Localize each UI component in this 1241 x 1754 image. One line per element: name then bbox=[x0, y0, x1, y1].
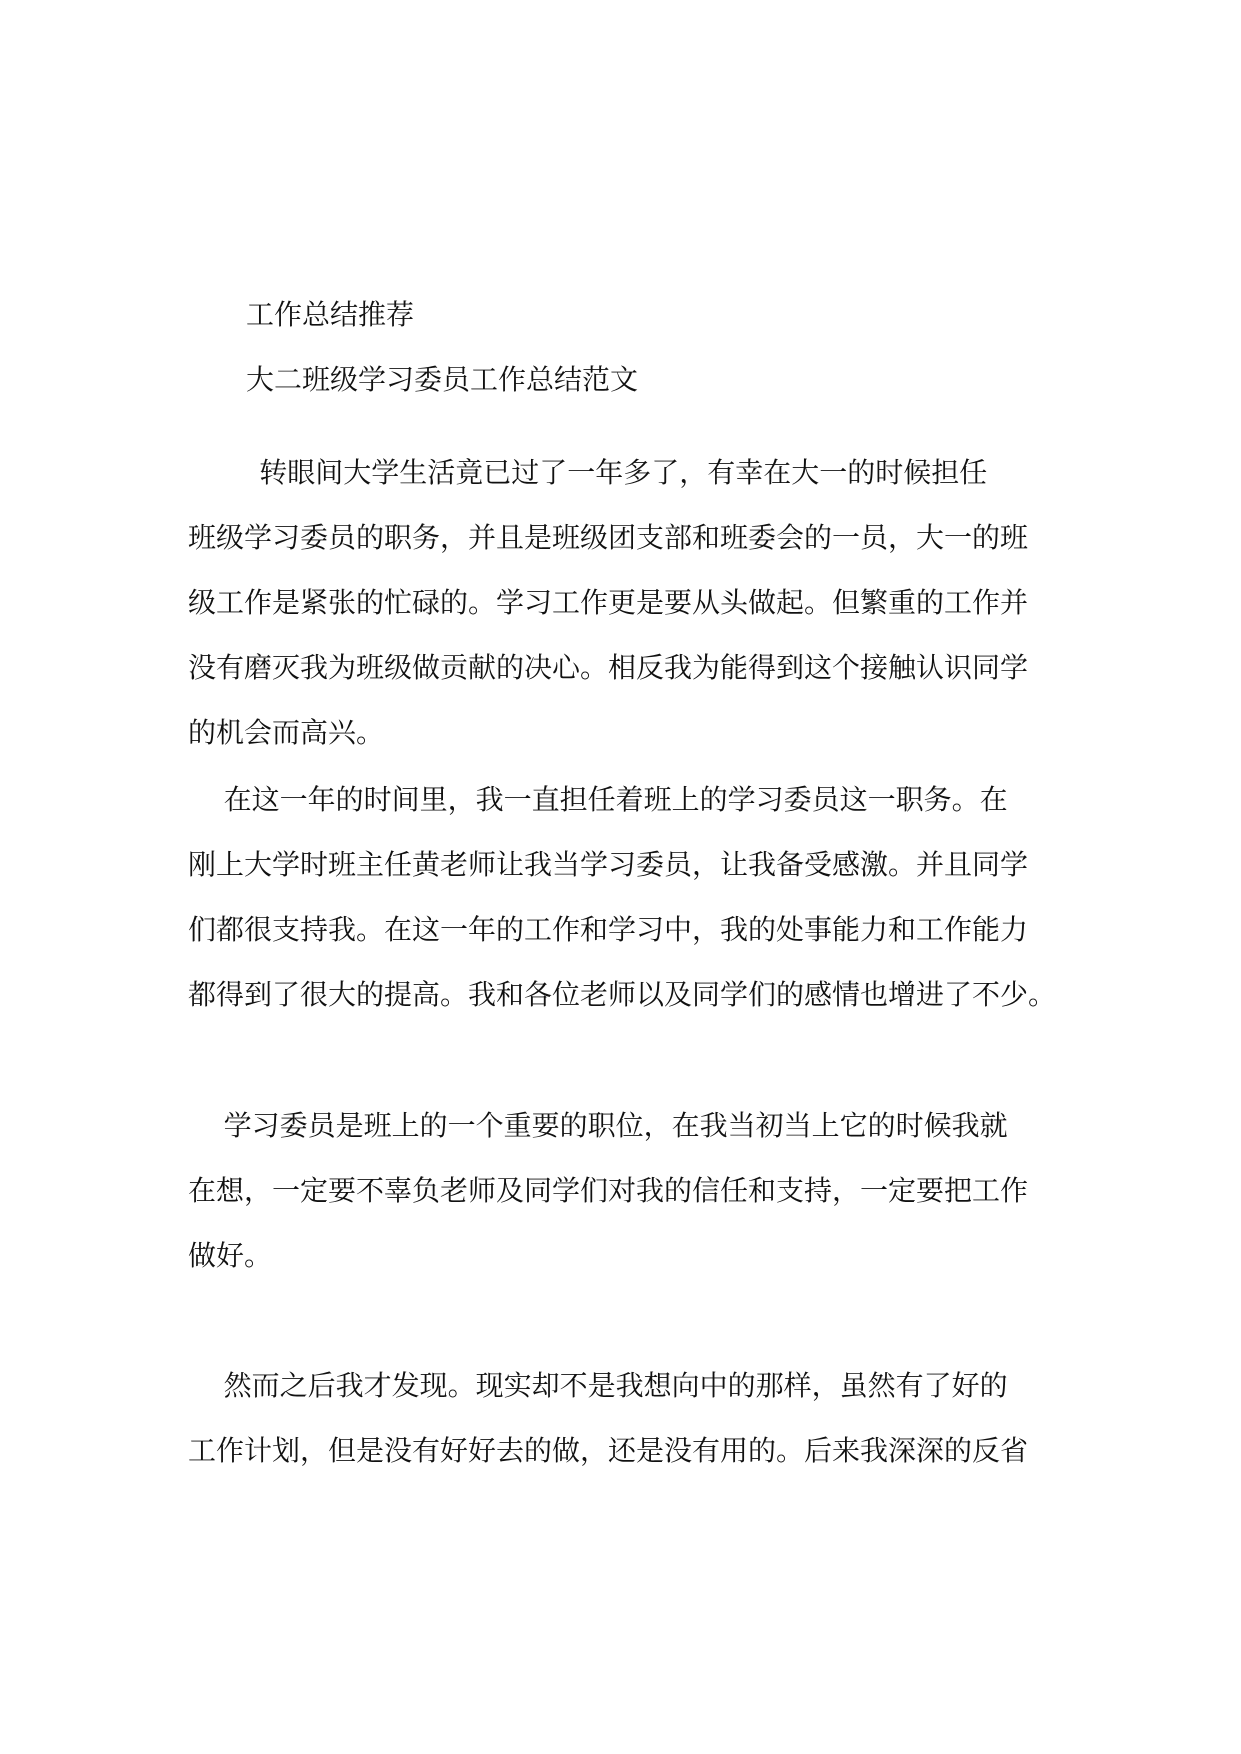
paragraph-line: 刚上大学时班主任黄老师让我当学习委员，让我备受感激。并且同学 bbox=[188, 848, 1029, 881]
paragraph-3 bbox=[188, 1093, 1056, 1288]
document-label: 工作总结推荐 bbox=[246, 298, 415, 331]
paragraph-line: 学习委员是班上的一个重要的职位，在我当初当上它的时候我就 bbox=[188, 1109, 1008, 1142]
paragraph-2 bbox=[188, 767, 1056, 1027]
paragraph-line: 级工作是紧张的忙碌的。学习工作更是要从头做起。但繁重的工作并 bbox=[188, 586, 1029, 619]
paragraph-line: 然而之后我才发现。现实却不是我想向中的那样，虽然有了好的 bbox=[188, 1369, 1008, 1402]
paragraph-line: 在这一年的时间里，我一直担任着班上的学习委员这一职务。在 bbox=[188, 783, 1008, 816]
paragraph-line: 没有磨灭我为班级做贡献的决心。相反我为能得到这个接触认识同学 bbox=[188, 651, 1029, 684]
document-title: 大二班级学习委员工作总结范文 bbox=[246, 363, 639, 396]
paragraph-line: 工作计划，但是没有好好去的做，还是没有用的。后来我深深的反省 bbox=[188, 1434, 1029, 1467]
paragraph-line: 班级学习委员的职务，并且是班级团支部和班委会的一员，大一的班 bbox=[188, 521, 1029, 554]
paragraph-line: 在想，一定要不辜负老师及同学们对我的信任和支持，一定要把工作 bbox=[188, 1174, 1029, 1207]
paragraph-line: 们都很支持我。在这一年的工作和学习中，我的处事能力和工作能力 bbox=[188, 913, 1029, 946]
paragraph-line: 做好。 bbox=[188, 1239, 273, 1272]
paragraph-line: 转眼间大学生活竟已过了一年多了，有幸在大一的时候担任 bbox=[188, 456, 988, 489]
paragraph-line: 都得到了很大的提高。我和各位老师以及同学们的感情也增进了不少。 bbox=[188, 978, 1057, 1011]
paragraph-4 bbox=[188, 1353, 1056, 1483]
paragraph-line: 的机会而高兴。 bbox=[188, 716, 385, 749]
paragraph-1 bbox=[188, 440, 1056, 765]
